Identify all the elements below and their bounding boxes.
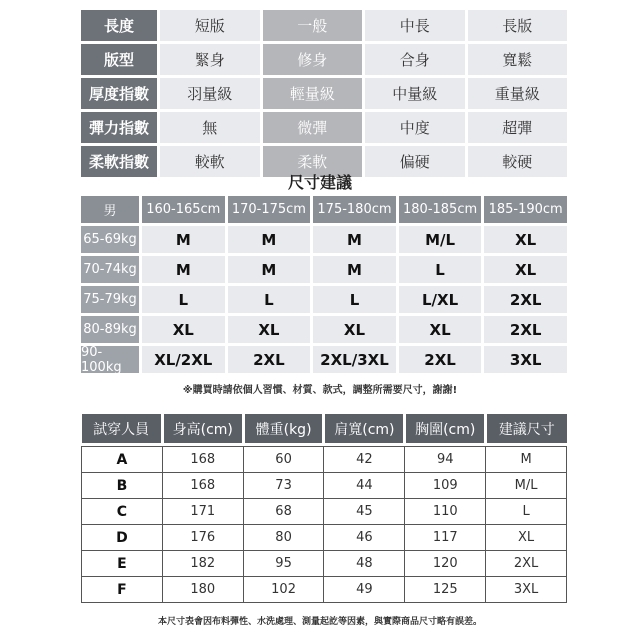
attr-option: 較硬 [468, 146, 568, 177]
fitting-row [82, 577, 567, 603]
attr-row-thickness [81, 78, 567, 109]
fitting-cell: 102 [243, 577, 324, 603]
fitting-cell: 110 [405, 499, 486, 525]
size-cell: XL [399, 316, 482, 343]
height-range-header: 185-190cm [484, 196, 567, 223]
fitting-cell: 171 [162, 499, 243, 525]
attr-option: 超彈 [468, 112, 568, 143]
size-guide-header-row [81, 196, 567, 223]
fitting-header: 肩寬(cm) [324, 414, 405, 443]
fitting-cell: 46 [324, 525, 405, 551]
fitting-cell: 60 [243, 447, 324, 473]
weight-range-label: 90-100kg [81, 346, 139, 373]
fitting-cell: 2XL [486, 551, 567, 577]
fitting-cell: 68 [243, 499, 324, 525]
height-range-header: 170-175cm [228, 196, 311, 223]
weight-range-label: 70-74kg [81, 256, 139, 283]
fitting-cell: 94 [405, 447, 486, 473]
fitting-cell: 3XL [486, 577, 567, 603]
fitting-cell: 44 [324, 473, 405, 499]
height-range-header: 180-185cm [399, 196, 482, 223]
size-cell: M [228, 226, 311, 253]
attr-option-selected: 修身 [263, 44, 363, 75]
attr-option: 羽量級 [160, 78, 260, 109]
attr-option: 偏硬 [365, 146, 465, 177]
fitting-person: C [82, 499, 163, 525]
size-cell: 2XL [484, 316, 567, 343]
attr-row-fit [81, 44, 567, 75]
attr-option: 緊身 [160, 44, 260, 75]
size-guide-row [81, 256, 567, 283]
fitting-person: E [82, 551, 163, 577]
fitting-person: D [82, 525, 163, 551]
size-cell: XL [484, 226, 567, 253]
size-guide-note: ※購買時請依個人習慣、材質、款式，調整所需要尺寸，謝謝! [182, 385, 458, 396]
attr-option: 長版 [468, 10, 568, 41]
fitting-cell: 125 [405, 577, 486, 603]
size-cell: 2XL [484, 286, 567, 313]
fitting-cell: 168 [162, 473, 243, 499]
size-cell: XL [228, 316, 311, 343]
attr-option: 中長 [365, 10, 465, 41]
weight-range-label: 65-69kg [81, 226, 139, 253]
attr-option: 重量級 [468, 78, 568, 109]
attr-option-selected: 輕量級 [263, 78, 363, 109]
fitting-cell: 109 [405, 473, 486, 499]
attr-option-selected: 一般 [263, 10, 363, 41]
attr-option: 中量級 [365, 78, 465, 109]
fitting-cell: 49 [324, 577, 405, 603]
fitting-row [82, 473, 567, 499]
fitting-cell: 73 [243, 473, 324, 499]
attribute-table [81, 10, 567, 180]
size-guide-title: 尺寸建議 [287, 173, 352, 192]
size-cell: XL [142, 316, 225, 343]
attr-option: 寬鬆 [468, 44, 568, 75]
weight-range-label: 80-89kg [81, 316, 139, 343]
fitting-cell: 176 [162, 525, 243, 551]
height-range-header: 175-180cm [313, 196, 396, 223]
fitting-cell: 80 [243, 525, 324, 551]
fitting-cell: XL [486, 525, 567, 551]
fitting-row [82, 525, 567, 551]
fitting-cell: L [486, 499, 567, 525]
attr-option-selected: 柔軟 [263, 146, 363, 177]
size-cell: M [228, 256, 311, 283]
size-cell: 3XL [484, 346, 567, 373]
fitting-header: 建議尺寸 [486, 414, 567, 443]
size-cell: M [313, 256, 396, 283]
fitting-cell: 180 [162, 577, 243, 603]
size-guide-row [81, 226, 567, 253]
height-range-header: 160-165cm [142, 196, 225, 223]
fitting-cell: 42 [324, 447, 405, 473]
fitting-note: 本尺寸表會因布料彈性、水洗處理、測量起訖等因素，與實際商品尺寸略有誤差。 [157, 617, 482, 627]
size-guide-row [81, 316, 567, 343]
attr-row-length [81, 10, 567, 41]
fitting-cell: 182 [162, 551, 243, 577]
fitting-person: F [82, 577, 163, 603]
attr-option: 較軟 [160, 146, 260, 177]
fitting-cell: 117 [405, 525, 486, 551]
fitting-row [82, 551, 567, 577]
attr-option: 無 [160, 112, 260, 143]
size-cell: M/L [399, 226, 482, 253]
fitting-header-row [82, 414, 567, 443]
attr-label: 版型 [81, 44, 157, 75]
attr-option: 中度 [365, 112, 465, 143]
fitting-cell: 168 [162, 447, 243, 473]
size-cell: L/XL [399, 286, 482, 313]
fitting-cell: M [486, 447, 567, 473]
fitting-table [81, 414, 567, 603]
size-cell: 2XL [399, 346, 482, 373]
size-cell: M [313, 226, 396, 253]
fitting-header: 身高(cm) [162, 414, 243, 443]
size-cell: M [142, 226, 225, 253]
fitting-cell: 95 [243, 551, 324, 577]
fitting-cell: 120 [405, 551, 486, 577]
size-cell: XL/2XL [142, 346, 225, 373]
size-cell: XL [313, 316, 396, 343]
attr-option: 合身 [365, 44, 465, 75]
size-guide-table [81, 196, 567, 376]
size-cell: L [313, 286, 396, 313]
fitting-row [82, 447, 567, 473]
size-cell: XL [484, 256, 567, 283]
attr-label: 彈力指數 [81, 112, 157, 143]
size-guide-corner: 男 [81, 196, 139, 223]
size-cell: 2XL [228, 346, 311, 373]
attr-option: 短版 [160, 10, 260, 41]
attr-label: 厚度指數 [81, 78, 157, 109]
size-cell: L [399, 256, 482, 283]
size-cell: M [142, 256, 225, 283]
attr-label: 柔軟指數 [81, 146, 157, 177]
attr-label: 長度 [81, 10, 157, 41]
size-guide-row [81, 286, 567, 313]
fitting-header: 胸圍(cm) [405, 414, 486, 443]
fitting-row [82, 499, 567, 525]
fitting-cell: 48 [324, 551, 405, 577]
attr-row-stretch [81, 112, 567, 143]
fitting-header: 試穿人員 [82, 414, 163, 443]
size-cell: L [142, 286, 225, 313]
fitting-cell: M/L [486, 473, 567, 499]
size-cell: L [228, 286, 311, 313]
weight-range-label: 75-79kg [81, 286, 139, 313]
fitting-cell: 45 [324, 499, 405, 525]
fitting-person: B [82, 473, 163, 499]
size-guide-row [81, 346, 567, 373]
size-cell: 2XL/3XL [313, 346, 396, 373]
attr-option-selected: 微彈 [263, 112, 363, 143]
fitting-header: 體重(kg) [243, 414, 324, 443]
fitting-person: A [82, 447, 163, 473]
